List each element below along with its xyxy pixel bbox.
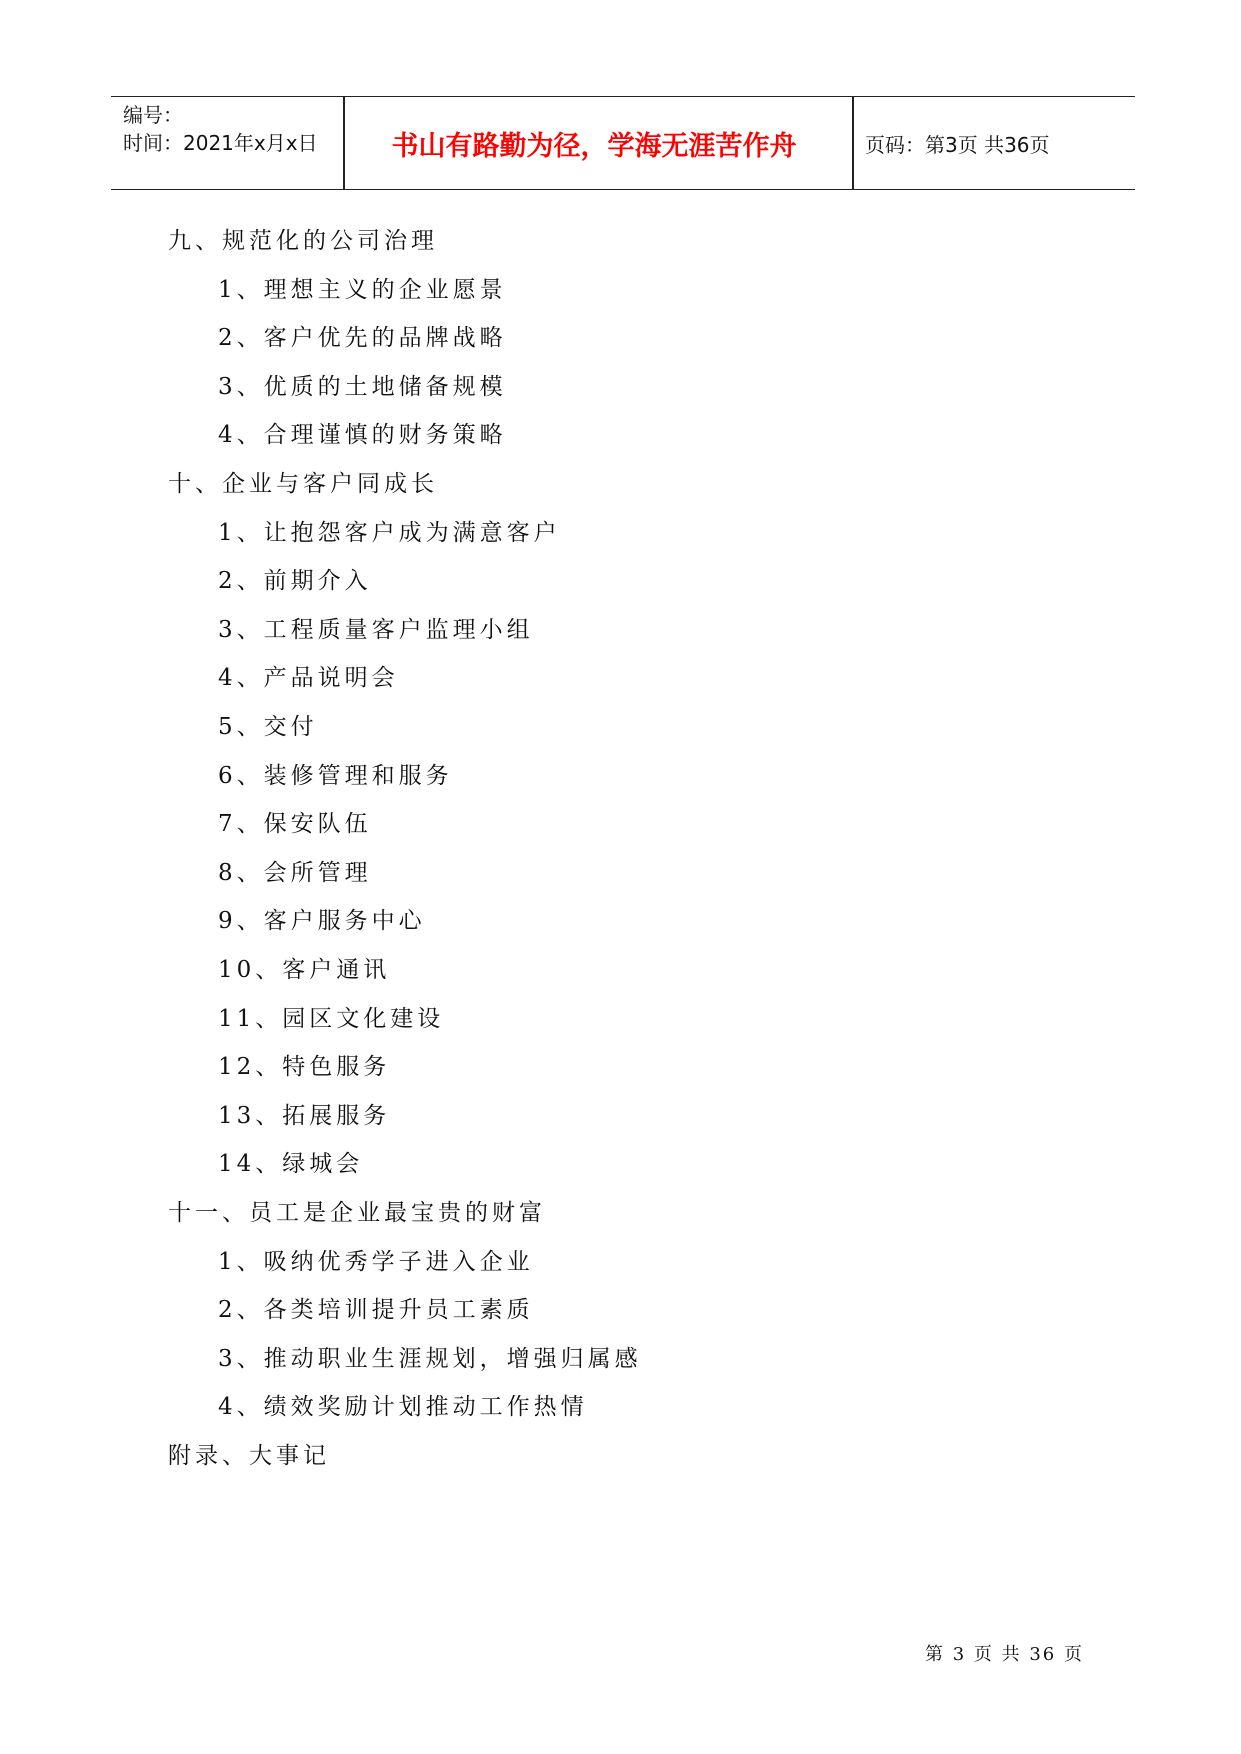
toc-item: 1、吸纳优秀学子进入企业 — [218, 1248, 534, 1275]
toc-item: 2、客户优先的品牌战略 — [218, 325, 507, 352]
toc-section-heading: 附录、大事记 — [168, 1443, 330, 1469]
toc-item: 8、会所管理 — [218, 859, 372, 886]
toc-section-heading: 十、企业与客户同成长 — [168, 471, 438, 497]
toc-item: 12、特色服务 — [218, 1054, 391, 1081]
document-number-label: 编号： — [123, 103, 183, 127]
page-header — [111, 96, 1135, 190]
toc-item: 13、拓展服务 — [218, 1102, 391, 1129]
toc-item: 5、交付 — [218, 714, 318, 740]
header-divider-left — [343, 97, 345, 189]
toc-item: 9、客户服务中心 — [218, 908, 426, 935]
toc-item: 11、园区文化建设 — [218, 1005, 445, 1032]
header-motto: 书山有路勤为径，学海无涯苦作舟 — [391, 130, 797, 162]
toc-item: 3、推动职业生涯规划，增强归属感 — [218, 1345, 642, 1372]
header-meta — [123, 101, 318, 157]
toc-item: 1、理想主义的企业愿景 — [218, 276, 507, 303]
toc-item: 6、装修管理和服务 — [218, 762, 453, 789]
toc-item: 2、各类培训提升员工素质 — [218, 1297, 534, 1324]
toc-item: 4、产品说明会 — [218, 665, 399, 692]
header-divider-right — [852, 97, 854, 189]
toc-section-heading: 九、规范化的公司治理 — [168, 228, 438, 254]
toc-item: 4、绩效奖励计划推动工作热情 — [218, 1394, 588, 1421]
toc-item: 3、工程质量客户监理小组 — [218, 616, 534, 643]
toc-item: 10、客户通讯 — [218, 957, 391, 983]
toc-item: 14、绿城会 — [218, 1151, 364, 1178]
toc-item: 1、让抱怨客户成为满意客户 — [218, 519, 561, 546]
document-time-label: 时间：2021年x月x日 — [123, 131, 318, 155]
toc-item: 4、合理谨慎的财务策略 — [218, 422, 507, 449]
toc-item: 3、优质的土地储备规模 — [218, 373, 507, 400]
page-footer: 第 3 页 共 36 页 — [925, 1644, 1084, 1665]
toc-item: 7、保安队伍 — [218, 811, 372, 838]
toc-section-heading: 十一、员工是企业最宝贵的财富 — [168, 1200, 546, 1226]
toc-item: 2、前期介入 — [218, 568, 372, 595]
header-page-info: 页码：第3页 共36页 — [865, 132, 1050, 157]
